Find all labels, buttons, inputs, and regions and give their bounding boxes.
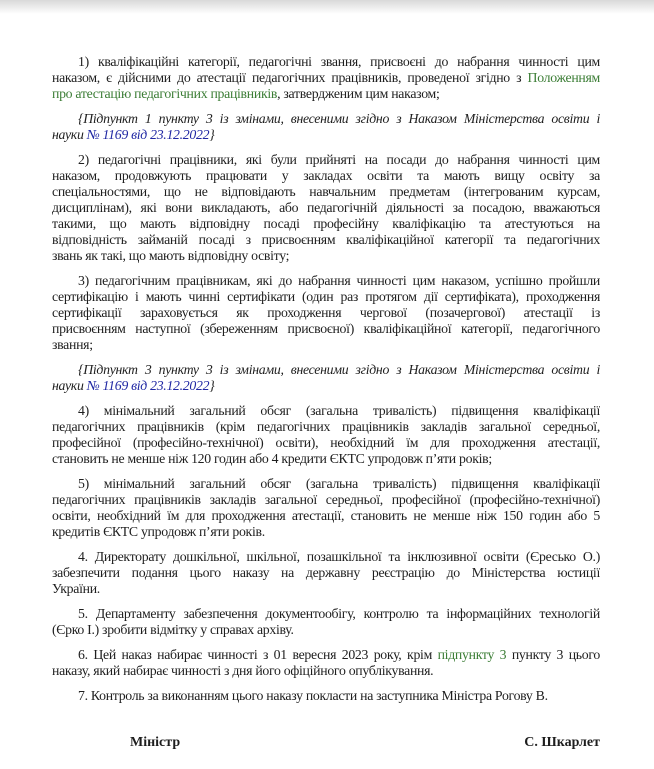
paragraph — [52, 688, 600, 704]
text-line — [52, 305, 600, 321]
text-line — [52, 70, 600, 86]
text-segment: звання; — [52, 337, 93, 352]
text-line — [52, 403, 600, 419]
text-line — [52, 200, 600, 216]
text-segment: {Підпункт 3 пункту 3 із змінами, внесеними згідно з Наказом Міністерства освіти і — [78, 362, 600, 377]
text-segment: 1) кваліфікаційні категорії, педагогічні звання, присвоєні до набрання чинності цим — [78, 54, 600, 69]
text-segment: 4. Директорату дошкільної, шкільної, позашкільної та інклюзивної освіти (Єресько О.) — [78, 549, 600, 564]
text-segment: педагогічних працівників (крім педагогічних працівників закладів загальної середньої, — [52, 419, 600, 434]
text-segment: професійної (професійно-технічної) освіти), необхідний їм для проходження атестації, — [52, 435, 600, 450]
order-reference-link[interactable]: № 1169 від 23.12.2022 — [86, 378, 210, 393]
text-line — [52, 688, 600, 704]
paragraph — [52, 273, 600, 353]
text-line — [52, 216, 600, 232]
text-line — [52, 622, 600, 638]
text-segment: (Єрко І.) зробити відмітку у справах архіву. — [52, 622, 294, 637]
text-line — [52, 565, 600, 581]
text-line — [52, 476, 600, 492]
text-line — [52, 273, 600, 289]
text-line — [52, 508, 600, 524]
text-segment: 6. Цей наказ набирає чинності з 01 вересня 2023 року, крім — [78, 647, 438, 662]
text-segment: педагогічних працівників закладів загальної середньої, професійної (професійно-технічної) — [52, 492, 600, 507]
text-segment: дисциплінам), які вони викладають, або педагогічній діяльності за посадою, вважаються — [52, 200, 600, 215]
text-segment: сертифікацію і мають чинні сертифікати (один раз протягом дії сертифіката), проходження — [52, 289, 600, 304]
text-segment: науки — [52, 378, 87, 393]
text-segment: звань як такі, що мають відповідну освіту; — [52, 248, 290, 263]
paragraph — [52, 476, 600, 540]
text-line — [52, 451, 600, 467]
paragraph — [52, 647, 600, 679]
paragraph — [52, 152, 600, 264]
text-segment: 7. Контроль за виконанням цього наказу покласти на заступника Міністра Рогову В. — [78, 688, 548, 703]
text-segment: 5) мінімальний загальний обсяг (загальна тривалість) підвищення кваліфікації — [78, 476, 600, 491]
text-segment: освіти, необхідний їм для проходження атестації, становить не менше ніж 150 годин або 5 — [52, 508, 600, 523]
amendment-note — [52, 111, 600, 143]
document-body — [52, 54, 600, 713]
text-segment: наказом, продовжують працювати у закладах освіти та мають вищу освіту за — [52, 168, 600, 183]
text-line — [52, 435, 600, 451]
text-segment: сертифікації зараховується як проходження чергової (позачергової) атестації із — [52, 305, 600, 320]
text-segment: відповідність займаній посаді з присвоєнням кваліфікаційної категорії та педагогічних — [52, 232, 600, 247]
text-segment: присвоєнням наступної (збереженням присвоєної) кваліфікаційної категорії, педагогічного — [52, 321, 600, 336]
paragraph — [52, 403, 600, 467]
text-line — [52, 248, 600, 264]
text-segment: становить не менше ніж 120 годин або 4 кредити ЄКТС упродовж п’яти років; — [52, 451, 492, 466]
text-segment: такими, що мають відповідну посаді професійну кваліфікацію та атестуються на — [52, 216, 600, 231]
document-link[interactable]: підпункту 3 — [437, 647, 507, 662]
text-line — [52, 419, 600, 435]
text-line — [52, 54, 600, 70]
document-link[interactable]: Положенням — [527, 70, 600, 85]
text-segment: , затвердженим цим наказом; — [277, 86, 440, 101]
text-line — [52, 524, 600, 540]
text-segment: науки — [52, 127, 87, 142]
text-segment: {Підпункт 1 пункту 3 із змінами, внесеними згідно з Наказом Міністерства освіти і — [78, 111, 600, 126]
text-segment: спеціальностями, що не відповідають навчальним предметам (інтегрованим курсам, — [52, 184, 600, 199]
signature-name: С. Шкарлет — [524, 735, 600, 750]
text-line — [52, 152, 600, 168]
paragraph — [52, 549, 600, 597]
text-line — [52, 362, 600, 378]
paragraph — [52, 54, 600, 102]
text-line — [52, 663, 600, 679]
text-line — [52, 647, 600, 663]
text-segment: кредитів ЄКТС упродовж п’яти років. — [52, 524, 265, 539]
text-segment: наказу, який набирає чинності з дня його офіційного опублікування. — [52, 663, 434, 678]
text-segment: 3) педагогічним працівникам, які до набрання чинності цим наказом, успішно пройшли — [78, 273, 600, 288]
text-line — [52, 321, 600, 337]
text-segment: 2) педагогічні працівники, які були прийняті на посади до набрання чинності цим — [78, 152, 600, 167]
paragraph — [52, 606, 600, 638]
text-line — [52, 606, 600, 622]
text-line — [52, 184, 600, 200]
text-line — [52, 492, 600, 508]
order-reference-link[interactable]: № 1169 від 23.12.2022 — [86, 127, 210, 142]
text-line — [52, 232, 600, 248]
text-segment: 4) мінімальний загальний обсяг (загальна тривалість) підвищення кваліфікації — [78, 403, 600, 418]
text-segment: наказом, є дійсними до атестації педагогічних працівників, проведеної згідно з — [52, 70, 528, 85]
text-segment: пункту 3 цього — [506, 647, 600, 662]
text-line — [52, 86, 600, 102]
top-shadow — [0, 0, 654, 14]
text-line — [52, 378, 600, 394]
text-line — [52, 581, 600, 597]
text-line — [52, 289, 600, 305]
text-segment: } — [209, 378, 215, 393]
text-line — [52, 127, 600, 143]
text-segment: 5. Департаменту забезпечення документообігу, контролю та інформаційних технологій — [78, 606, 600, 621]
text-segment: } — [209, 127, 215, 142]
text-line — [52, 337, 600, 353]
signature-title: Міністр — [130, 735, 181, 750]
text-line — [52, 111, 600, 127]
text-segment: України. — [52, 581, 100, 596]
document-link[interactable]: про атестацію педагогічних працівників — [52, 86, 278, 101]
text-line — [52, 168, 600, 184]
text-segment: забезпечити подання цього наказу на державну реєстрацію до Міністерства юстиції — [52, 565, 600, 580]
amendment-note — [52, 362, 600, 394]
text-line — [52, 549, 600, 565]
